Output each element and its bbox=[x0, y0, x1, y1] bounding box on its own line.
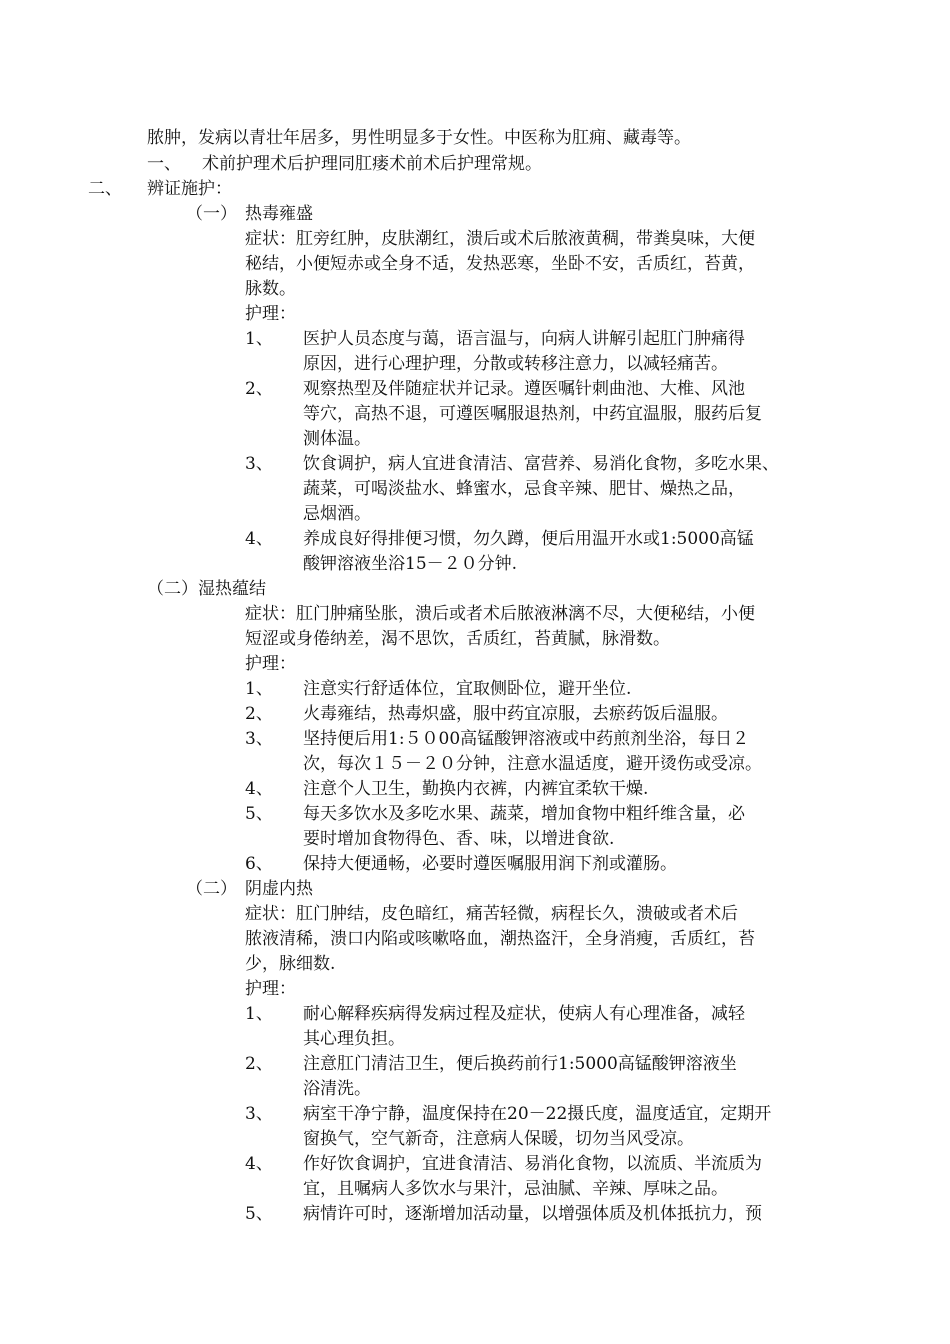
list-item bbox=[303, 1202, 762, 1227]
text-line: 病室干净宁静，温度保持在20－22摄氏度，温度适宜，定期开 bbox=[303, 1104, 772, 1124]
text-line: 酸钾溶液坐浴15－２０分钟. bbox=[303, 554, 518, 574]
section-heading: 辨证施护： bbox=[147, 179, 232, 199]
text-line: 脓液清稀，溃口内陷或咳嗽咯血，潮热盗汗，全身消瘦，舌质红，苔 bbox=[245, 929, 755, 949]
text-line: 火毒雍结，热毒炽盛，服中药宜凉服，去瘀药饭后温服。 bbox=[303, 704, 728, 724]
subsection-heading: 阴虚内热 bbox=[245, 879, 313, 899]
list-number: 1、 bbox=[245, 679, 273, 699]
text-line: 等穴，高热不退，可遵医嘱服退热剂，中药宜温服，服药后复 bbox=[303, 404, 762, 424]
list-number: 3、 bbox=[245, 454, 273, 474]
list-number: 4、 bbox=[245, 1154, 273, 1174]
list-item bbox=[303, 702, 728, 727]
text-line: 注意实行舒适体位，宜取侧卧位，避开坐位. bbox=[303, 679, 632, 699]
list-item bbox=[303, 527, 754, 577]
text-line: 其心理负担。 bbox=[303, 1029, 405, 1049]
list-number: 1、 bbox=[245, 329, 273, 349]
subsection-heading: （二）湿热蕴结 bbox=[147, 579, 266, 599]
list-item bbox=[303, 727, 762, 777]
list-item bbox=[303, 1102, 771, 1152]
text-line: 秘结，小便短赤或全身不适，发热恶寒，坐卧不安，舌质红，苔黄， bbox=[245, 254, 755, 274]
list-number: 2、 bbox=[245, 704, 273, 724]
text-line: 养成良好得排便习惯，勿久蹲，便后用温开水或1:5000高锰 bbox=[303, 529, 754, 549]
intro-paragraph: 脓肿，发病以青壮年居多，男性明显多于女性。中医称为肛痈、藏毒等。 bbox=[147, 128, 691, 148]
symptom-paragraph bbox=[245, 602, 755, 652]
care-label: 护理： bbox=[245, 979, 296, 999]
text-line: 坚持便后用1:５０00高锰酸钾溶液或中药煎剂坐浴，每日２ bbox=[303, 729, 750, 749]
list-number: 一、 bbox=[147, 154, 181, 174]
care-label: 护理： bbox=[245, 304, 296, 324]
text-line: 要时增加食物得色、香、味，以增进食欲. bbox=[303, 829, 615, 849]
list-item bbox=[303, 777, 648, 802]
text-line: 窗换气，空气新奇，注意病人保暖，切勿当风受凉。 bbox=[303, 1129, 694, 1149]
text-line: 少，脉细数. bbox=[245, 954, 336, 974]
text-line: 医护人员态度与蔼，语言温与，向病人讲解引起肛门肿痛得 bbox=[303, 329, 745, 349]
text-line: 注意肛门清洁卫生，便后换药前行1:5000高锰酸钾溶液坐 bbox=[303, 1054, 737, 1074]
text-line: 耐心解释疾病得发病过程及症状，使病人有心理准备，减轻 bbox=[303, 1004, 745, 1024]
list-item bbox=[303, 452, 779, 527]
text-line: 每天多饮水及多吃水果、蔬菜，增加食物中粗纤维含量，必 bbox=[303, 804, 745, 824]
care-label: 护理： bbox=[245, 654, 296, 674]
list-number: 3、 bbox=[245, 729, 273, 749]
list-number: 2、 bbox=[245, 1054, 273, 1074]
subsection-number: （一） bbox=[186, 204, 237, 224]
text-line: 饮食调护，病人宜进食清洁、富营养、易消化食物，多吃水果、 bbox=[303, 454, 779, 474]
text-line: 原因，进行心理护理，分散或转移注意力，以减轻痛苦。 bbox=[303, 354, 728, 374]
list-item bbox=[303, 1002, 745, 1052]
list-item bbox=[303, 1152, 762, 1202]
list-item bbox=[303, 327, 745, 377]
text-line: 症状：肛门肿结，皮色暗红，痛苦轻微，病程长久，溃破或者术后 bbox=[245, 904, 738, 924]
text-line: 次，每次１５－２０分钟，注意水温适度，避开烫伤或受凉。 bbox=[303, 754, 762, 774]
section-number: 二、 bbox=[88, 179, 122, 199]
text-line: 保持大便通畅，必要时遵医嘱服用润下剂或灌肠。 bbox=[303, 854, 677, 874]
text-line: 浴清洗。 bbox=[303, 1079, 371, 1099]
subsection-heading: 热毒雍盛 bbox=[245, 204, 313, 224]
symptom-paragraph bbox=[245, 902, 755, 977]
text-line: 症状：肛旁红肿，皮肤潮红，溃后或术后脓液黄稠，带粪臭味，大便 bbox=[245, 229, 755, 249]
text-line: 注意个人卫生，勤换内衣裤，内裤宜柔软干燥. bbox=[303, 779, 649, 799]
text-line: 短涩或身倦纳差，渴不思饮，舌质红，苔黄腻，脉滑数。 bbox=[245, 629, 670, 649]
intro-item-text: 术前护理术后护理同肛瘘术前术后护理常规。 bbox=[202, 154, 542, 174]
text-line: 症状：肛门肿痛坠胀，溃后或者术后脓液淋漓不尽，大便秘结，小便 bbox=[245, 604, 755, 624]
list-number: 5、 bbox=[245, 804, 273, 824]
list-item bbox=[303, 802, 745, 852]
list-item bbox=[303, 852, 677, 877]
list-number: 2、 bbox=[245, 379, 273, 399]
subsection-number: （二） bbox=[186, 879, 237, 899]
text-line: 测体温。 bbox=[303, 429, 371, 449]
text-line: 忌烟酒。 bbox=[303, 504, 371, 524]
list-item bbox=[303, 1052, 737, 1102]
list-item bbox=[303, 677, 631, 702]
symptom-paragraph bbox=[245, 227, 755, 302]
text-line: 宜，且嘱病人多饮水与果汁，忌油腻、辛辣、厚味之品。 bbox=[303, 1179, 728, 1199]
list-number: 1、 bbox=[245, 1004, 273, 1024]
list-item bbox=[303, 377, 762, 452]
text-line: 作好饮食调护，宜进食清洁、易消化食物，以流质、半流质为 bbox=[303, 1154, 762, 1174]
text-line: 蔬菜，可喝淡盐水、蜂蜜水，忌食辛辣、肥甘、燥热之品， bbox=[303, 479, 745, 499]
text-line: 病情许可时，逐渐增加活动量，以增强体质及机体抵抗力，预 bbox=[303, 1204, 762, 1224]
list-number: 6、 bbox=[245, 854, 273, 874]
list-number: 3、 bbox=[245, 1104, 273, 1124]
list-number: 4、 bbox=[245, 529, 273, 549]
list-number: 5、 bbox=[245, 1204, 273, 1224]
text-line: 脉数。 bbox=[245, 279, 296, 299]
text-line: 观察热型及伴随症状并记录。遵医嘱针刺曲池、大椎、风池 bbox=[303, 379, 745, 399]
list-number: 4、 bbox=[245, 779, 273, 799]
